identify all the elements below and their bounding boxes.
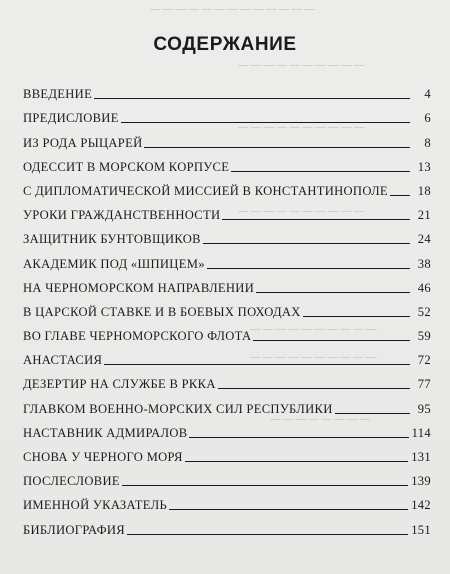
toc-leader-line: [207, 268, 410, 269]
toc-entry-page-number: 72: [417, 353, 431, 368]
table-of-contents: [23, 78, 431, 538]
toc-entry: [23, 247, 431, 271]
toc-entry: [23, 175, 431, 199]
toc-entry-page-number: 131: [411, 450, 431, 464]
toc-entry-title: ОДЕССИТ В МОРСКОМ КОРПУСЕ: [23, 159, 230, 174]
toc-entry: [23, 78, 431, 102]
toc-entry-title: ЗАЩИТНИК БУНТОВЩИКОВ: [23, 232, 201, 247]
toc-leader-line: [122, 485, 408, 486]
show-through-text: — — — — — — — —: [270, 414, 371, 425]
toc-entry-title: С ДИПЛОМАТИЧЕСКОЙ МИССИЕЙ В КОНСТАНТИНОПОЛЕ: [23, 183, 388, 198]
toc-leader-line: [218, 388, 410, 389]
toc-leader-line: [253, 340, 410, 341]
toc-entry-title: ИМЕННОЙ УКАЗАТЕЛЬ: [23, 498, 167, 513]
toc-entry-page-number: 18: [417, 183, 431, 198]
toc-entry-title: БИБЛИОГРАФИЯ: [23, 522, 125, 537]
toc-entry: [23, 489, 431, 513]
toc-entry-title: НАСТАВНИК АДМИРАЛОВ: [23, 425, 188, 440]
toc-entry-title: СНОВА У ЧЕРНОГО МОРЯ: [23, 450, 183, 464]
toc-leader-line: [169, 509, 408, 510]
toc-entry-title: В ЦАРСКОЙ СТАВКЕ И В БОЕВЫХ ПОХОДАХ: [23, 304, 301, 319]
toc-leader-line: [121, 122, 410, 123]
toc-entry-page-number: 6: [424, 111, 431, 126]
toc-entry: [23, 272, 431, 296]
toc-leader-line: [222, 219, 410, 220]
toc-entry-title: ПРЕДИСЛОВИЕ: [23, 111, 119, 126]
toc-leader-line: [231, 171, 410, 172]
show-through-text: — — — — — — — — — —: [250, 324, 377, 335]
show-through-text: — — — — — — — — — —: [238, 206, 365, 217]
toc-entry: [23, 102, 431, 126]
toc-leader-line: [127, 534, 408, 535]
toc-leader-line: [203, 243, 410, 244]
toc-entry: [23, 441, 431, 465]
toc-entry-page-number: 52: [417, 304, 431, 319]
toc-entry-page-number: 21: [417, 208, 431, 223]
toc-entry-title: ВО ГЛАВЕ ЧЕРНОМОРСКОГО ФЛОТА: [23, 329, 252, 344]
toc-entry-title: ГЛАВКОМ ВОЕННО-МОРСКИХ СИЛ РЕСПУБЛИКИ: [23, 401, 333, 416]
toc-entry-page-number: 95: [417, 401, 431, 416]
toc-entry: [23, 320, 431, 344]
toc-entry-title: ИЗ РОДА РЫЦАРЕЙ: [23, 135, 143, 150]
toc-entry: [23, 392, 431, 416]
toc-leader-line: [185, 461, 409, 462]
toc-entry-page-number: 59: [417, 329, 431, 344]
toc-entry-page-number: 24: [417, 232, 431, 247]
toc-entry-title: АКАДЕМИК ПОД «ШПИЦЕМ»: [23, 256, 205, 271]
show-through-text: — — — — — — — — — —: [250, 352, 377, 363]
toc-entry-title: УРОКИ ГРАЖДАНСТВЕННОСТИ: [23, 208, 221, 223]
toc-entry-page-number: 114: [411, 425, 431, 440]
toc-entry-title: НА ЧЕРНОМОРСКОМ НАПРАВЛЕНИИ: [23, 280, 255, 295]
toc-leader-line: [104, 364, 410, 365]
toc-entry: [23, 296, 431, 320]
toc-leader-line: [303, 316, 410, 317]
toc-entry-page-number: 4: [424, 87, 431, 102]
toc-entry: [23, 344, 431, 368]
toc-entry: [23, 223, 431, 247]
toc-entry-page-number: 38: [417, 256, 431, 271]
toc-leader-line: [144, 147, 410, 148]
toc-entry: [23, 368, 431, 392]
toc-entry-page-number: 142: [411, 498, 431, 513]
toc-entry: [23, 465, 431, 489]
toc-entry-page-number: 139: [411, 474, 431, 489]
toc-entry: [23, 513, 431, 537]
toc-entry-page-number: 8: [424, 135, 431, 150]
toc-entry-title: ДЕЗЕРТИР НА СЛУЖБЕ В РККА: [23, 377, 216, 392]
toc-leader-line: [390, 195, 410, 196]
toc-leader-line: [256, 292, 410, 293]
toc-entry: [23, 151, 431, 175]
toc-leader-line: [189, 437, 408, 438]
toc-entry-page-number: 151: [411, 522, 431, 537]
show-through-text: — — — — — — — — — —: [238, 60, 365, 71]
toc-entry: [23, 199, 431, 223]
toc-entry-title: ПОСЛЕСЛОВИЕ: [23, 474, 120, 489]
toc-entry-page-number: 77: [417, 377, 431, 392]
toc-leader-line: [335, 413, 410, 414]
toc-entry-page-number: 13: [417, 159, 431, 174]
toc-entry: [23, 126, 431, 150]
toc-entry: [23, 417, 431, 441]
toc-entry-title: ВВЕДЕНИЕ: [23, 87, 93, 102]
page-title: СОДЕРЖАНИЕ: [153, 34, 297, 55]
toc-entry-page-number: 46: [417, 280, 431, 295]
show-through-text: — — — — — — — — — —: [238, 122, 365, 133]
toc-entry-title: АНАСТАСИЯ: [23, 353, 103, 368]
show-through-text: — — — — — — — — — — — — —: [150, 4, 315, 15]
toc-leader-line: [94, 98, 410, 99]
